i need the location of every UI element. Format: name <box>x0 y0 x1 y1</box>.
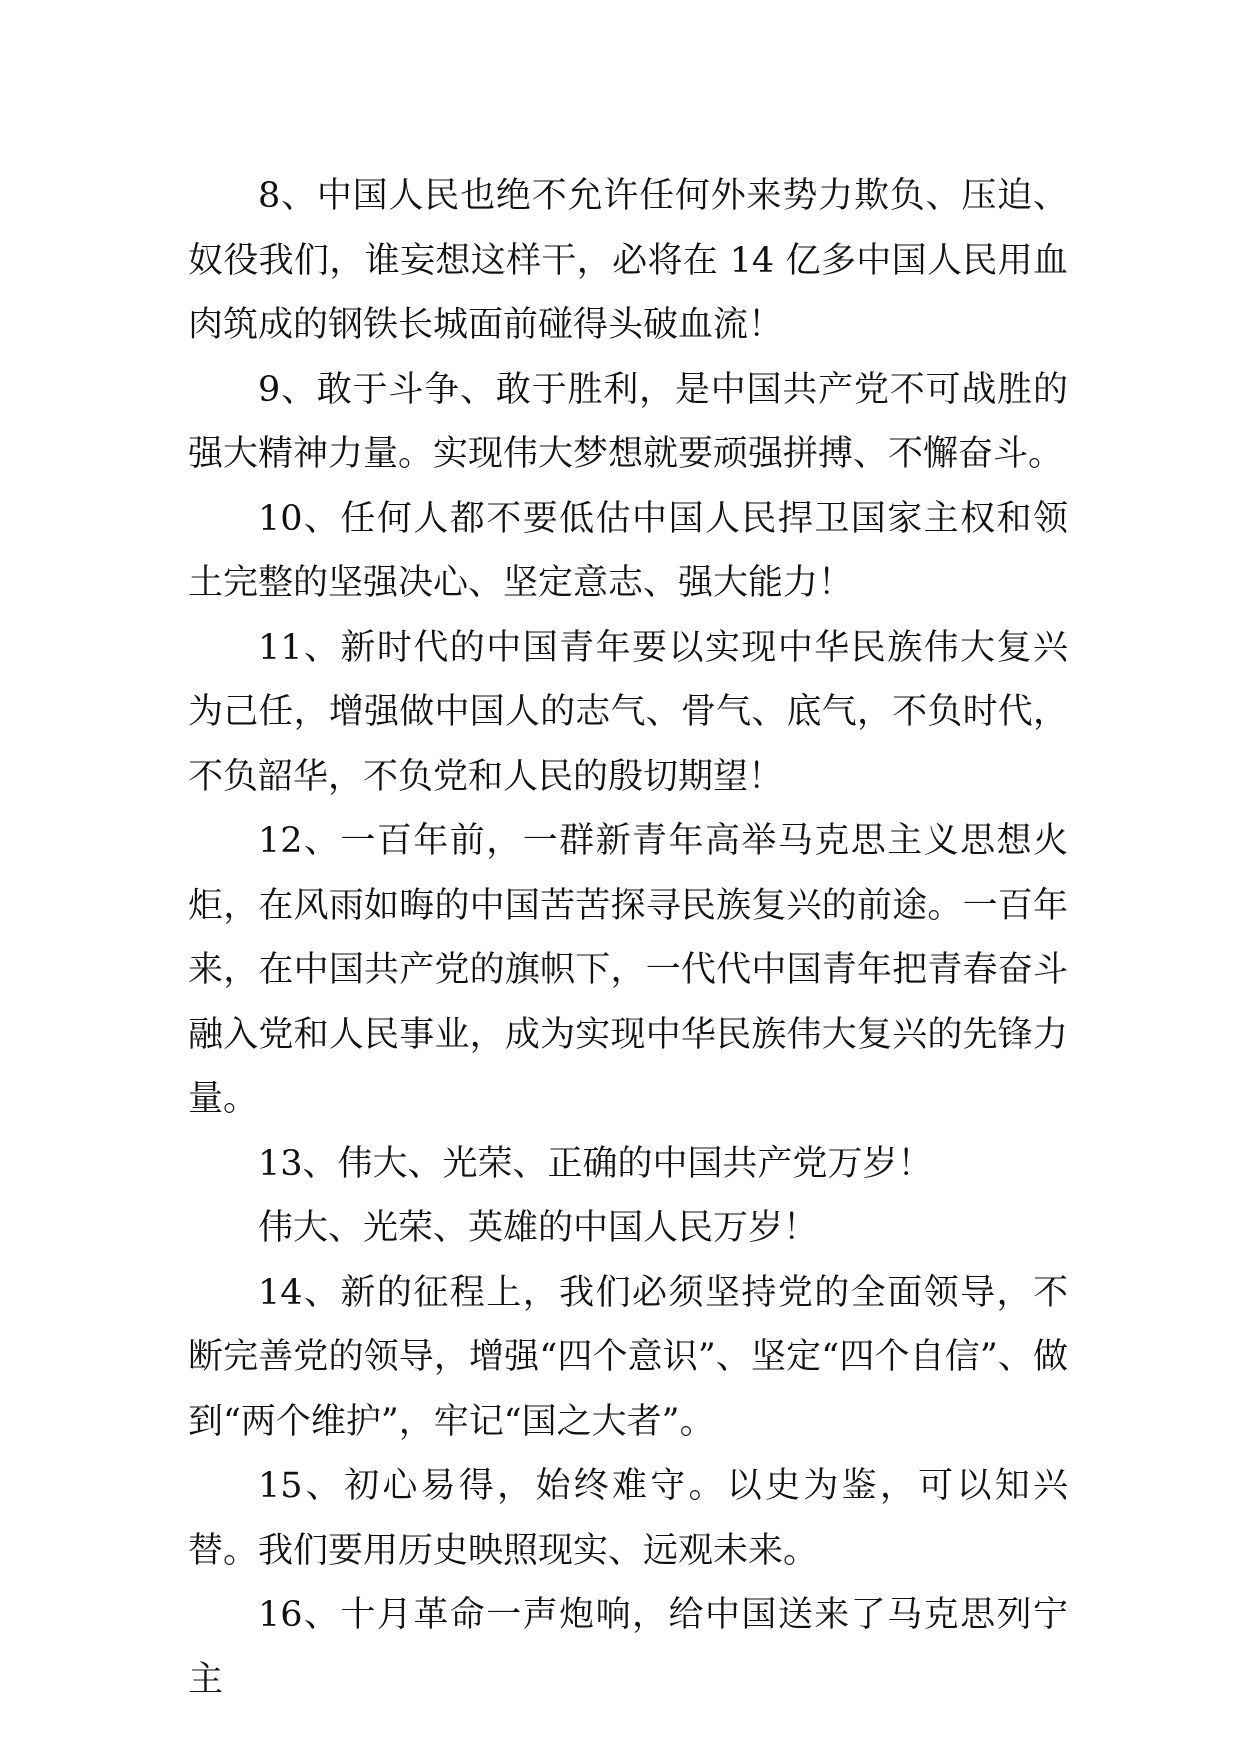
document-body <box>188 164 1068 1712</box>
paragraph-16: 16、十月革命一声炮响，给中国送来了马克思列宁主 <box>188 1595 1068 1700</box>
paragraph-9: 9、敢于斗争、敢于胜利，是中国共产党不可战胜的强大精神力量。实现伟大梦想就要顽强拼搏、不懈奋斗。 <box>188 369 1068 474</box>
paragraph-15: 15、初心易得，始终难守。以史为鉴，可以知兴替。我们要用历史映照现实、远观未来。 <box>188 1466 1068 1571</box>
paragraph-8: 8、中国人民也绝不允许任何外来势力欺负、压迫、奴役我们，谁妄想这样干，必将在 14 亿多中国人民用血肉筑成的钢铁长城面前碰得头破血流！ <box>188 176 1068 345</box>
paragraph-13: 13、伟大、光荣、正确的中国共产党万岁！ <box>258 1143 933 1184</box>
paragraph-13-continued: 伟大、光荣、英雄的中国人民万岁！ <box>258 1208 819 1248</box>
paragraph-10: 10、任何人都不要低估中国人民捍卫国家主权和领土完整的坚强决心、坚定意志、强大能力！ <box>188 498 1068 603</box>
paragraph-12: 12、一百年前，一群新青年高举马克思主义思想火炬，在风雨如晦的中国苦苦探寻民族复兴的前途。一百年来，在中国共产党的旗帜下，一代代中国青年把青春奋斗融入党和人民事业，成为实现中华民族伟大复兴的先锋力量。 <box>188 821 1068 1119</box>
paragraph-14: 14、新的征程上，我们必须坚持党的全面领导，不断完善党的领导，增强“四个意识”、坚定“四个自信”、做到“两个维护”，牢记“国之大者”。 <box>188 1272 1068 1442</box>
paragraph-11: 11、新时代的中国青年要以实现中华民族伟大复兴为己任，增强做中国人的志气、骨气、底气，不负时代，不负韶华，不负党和人民的殷切期望！ <box>188 627 1068 797</box>
